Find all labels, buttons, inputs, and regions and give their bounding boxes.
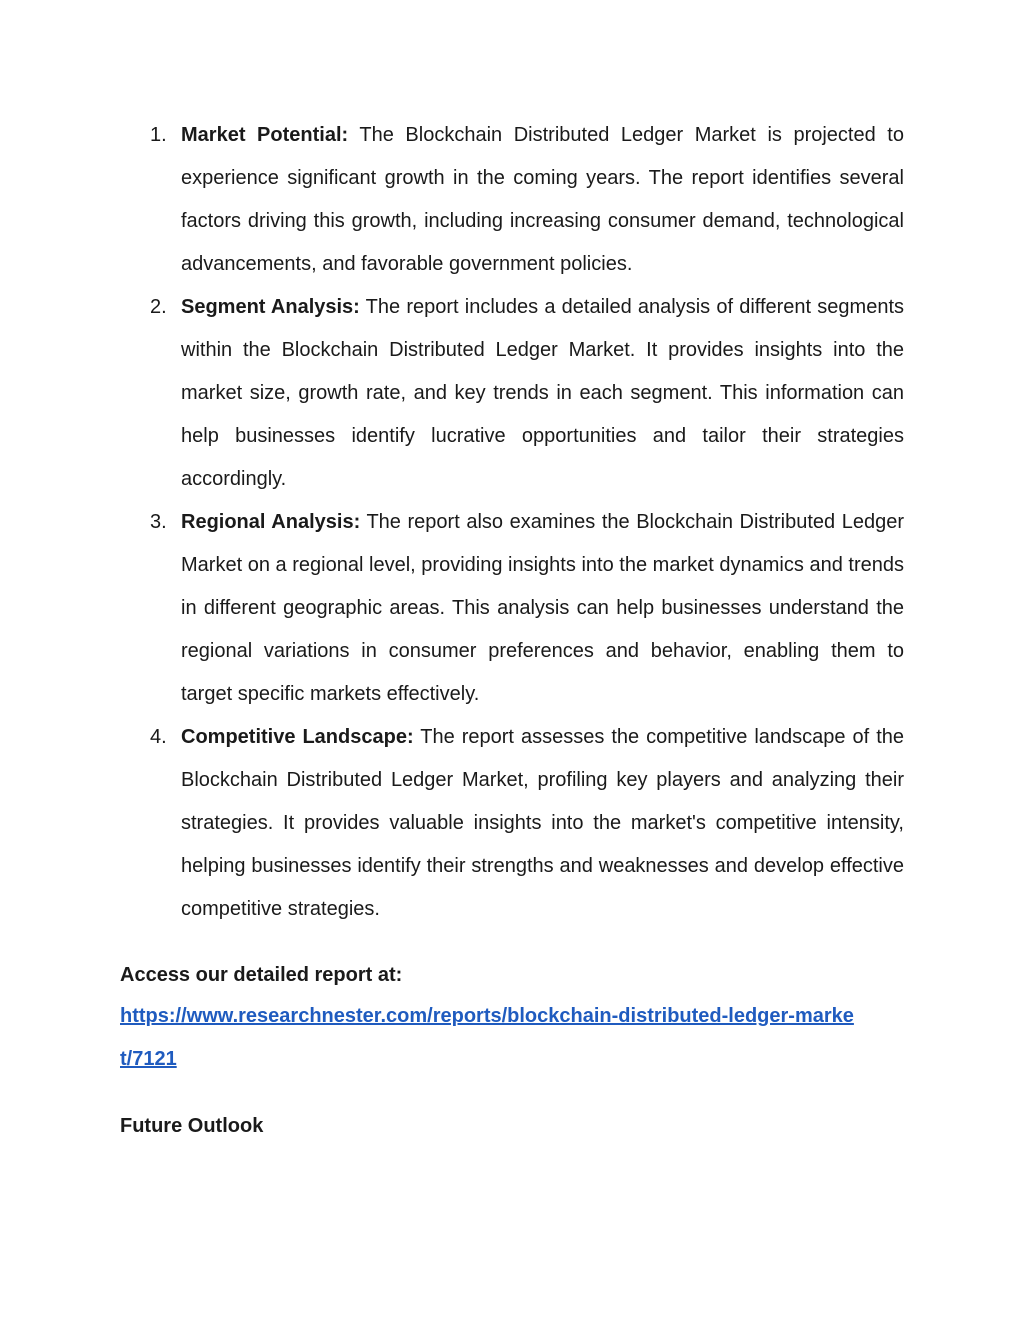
report-link[interactable]: https://www.researchnester.com/reports/blockchain-distributed-ledger-market/7121 <box>120 1005 854 1070</box>
finding-text: The Blockchain Distributed Ledger Market is projected to experience significant growth in the coming years. The report identifies several factors driving this growth, including increasing consumer demand, technological advancements, and favorable government policies. <box>181 124 904 275</box>
list-number: 1. <box>150 124 167 146</box>
list-number: 4. <box>150 726 167 748</box>
finding-text: The report also examines the Blockchain Distributed Ledger Market on a regional level, providing insights into the market dynamics and trends in different geographic areas. This analysis can help businesses understand the regional variations in consumer preferences and behavior, enabling them to target specific markets effectively. <box>181 511 904 705</box>
list-number: 3. <box>150 511 167 533</box>
finding-item-segment-analysis <box>120 286 904 501</box>
findings-list <box>120 114 904 931</box>
access-report-label: Access our detailed report at: <box>120 964 403 986</box>
finding-heading: Segment Analysis: <box>181 296 360 318</box>
finding-text: The report assesses the competitive landscape of the Blockchain Distributed Ledger Market, profiling key players and analyzing their strategies. It provides valuable insights into the market's competitive intensity, helping businesses identify their strengths and weaknesses and develop effective competitive strategies. <box>181 726 904 920</box>
future-outlook-heading: Future Outlook <box>120 1115 264 1137</box>
finding-item-competitive-landscape <box>120 716 904 931</box>
finding-heading: Market Potential: <box>181 124 349 146</box>
finding-item-market-potential <box>120 114 904 286</box>
list-number: 2. <box>150 296 167 318</box>
finding-heading: Competitive Landscape: <box>181 726 414 748</box>
finding-text: The report includes a detailed analysis of different segments within the Blockchain Distributed Ledger Market. It provides insights into the market size, growth rate, and key trends in each segment. This information can help businesses identify lucrative opportunities and tailor their strategies accordingly. <box>181 296 905 490</box>
finding-heading: Regional Analysis: <box>181 511 361 533</box>
finding-item-regional-analysis <box>120 501 904 716</box>
